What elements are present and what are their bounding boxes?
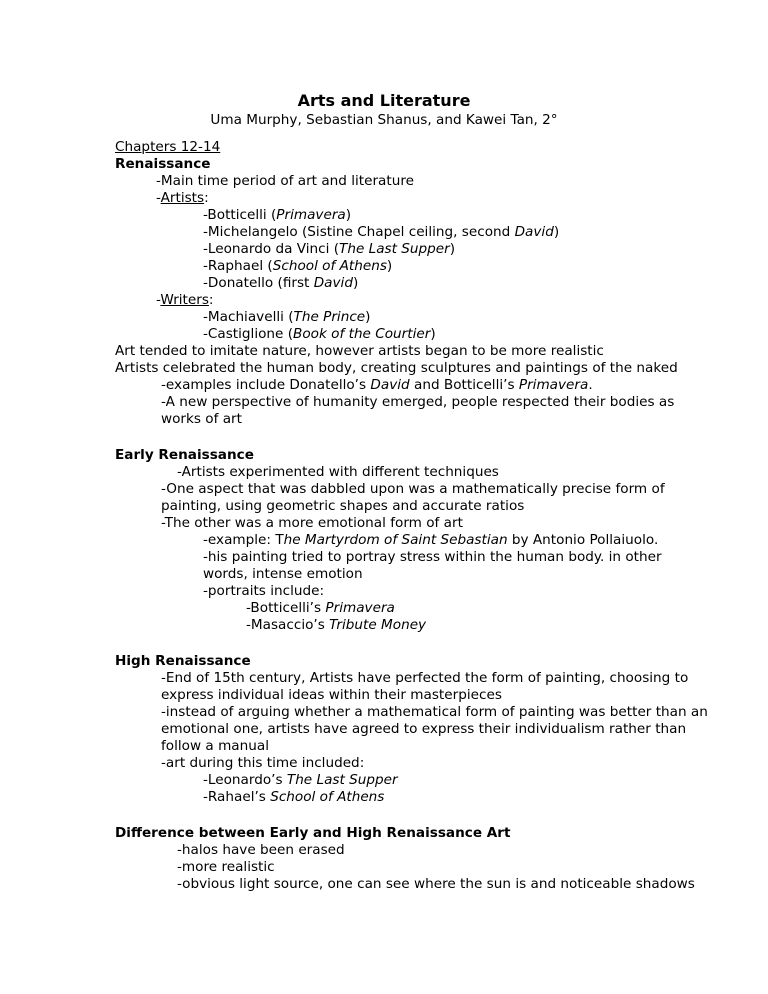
body-line: -instead of arguing whether a mathematical form of painting was better than an [161, 704, 708, 720]
list-item: -Botticelli (Primavera) [203, 207, 352, 223]
artists-label-line: -Artists: [156, 190, 209, 206]
body-line: Artists celebrated the human body, creating sculptures and paintings of the naked [115, 360, 678, 376]
list-item: -Michelangelo (Sistine Chapel ceiling, second David) [203, 224, 560, 240]
list-item: -Donatello (first David) [203, 275, 359, 291]
body-line: works of art [161, 411, 242, 427]
list-item: -Leonardo’s The Last Supper [203, 772, 398, 788]
list-item: -Leonardo da Vinci (The Last Supper) [203, 241, 456, 257]
body-line: follow a manual [161, 738, 269, 754]
body-line: -obvious light source, one can see where the sun is and noticeable shadows [177, 876, 695, 892]
body-line: -example: The Martyrdom of Saint Sebastian by Antonio Pollaiuolo. [203, 532, 659, 548]
body-line: words, intense emotion [203, 566, 363, 582]
early-renaissance-heading: Early Renaissance [115, 447, 254, 463]
renaissance-main-line: -Main time period of art and literature [156, 173, 414, 189]
document-title: Arts and Literature [297, 91, 471, 110]
body-line: -End of 15th century, Artists have perfected the form of painting, choosing to [161, 670, 689, 686]
body-line: -his painting tried to portray stress within the human body. in other [203, 549, 662, 565]
renaissance-heading: Renaissance [115, 156, 211, 172]
body-line: -halos have been erased [177, 842, 345, 858]
list-item: -Botticelli’s Primavera [246, 600, 395, 616]
list-item: -Rahael’s School of Athens [203, 789, 385, 805]
body-line: express individual ideas within their masterpieces [161, 687, 502, 703]
body-line: Art tended to imitate nature, however artists began to be more realistic [115, 343, 604, 359]
list-item: -Masaccio’s Tribute Money [246, 617, 427, 633]
body-line: -One aspect that was dabbled upon was a mathematically precise form of [161, 481, 665, 497]
chapters-label: Chapters 12-14 [115, 139, 221, 155]
authors-line: Uma Murphy, Sebastian Shanus, and Kawei Tan, 2° [210, 112, 558, 128]
body-line: -more realistic [177, 859, 275, 875]
body-line: emotional one, artists have agreed to express their individualism rather than [161, 721, 687, 737]
list-item: -Machiavelli (The Prince) [203, 309, 371, 325]
writers-label-line: -Writers: [156, 292, 214, 308]
body-line: -Artists experimented with different techniques [177, 464, 499, 480]
list-item: -Raphael (School of Athens) [203, 258, 393, 274]
body-line: -A new perspective of humanity emerged, people respected their bodies as [161, 394, 675, 410]
difference-heading: Difference between Early and High Renaissance Art [115, 825, 511, 841]
body-line: -portraits include: [203, 583, 325, 599]
body-line: -art during this time included: [161, 755, 365, 771]
high-renaissance-heading: High Renaissance [115, 653, 251, 669]
body-line: -The other was a more emotional form of art [161, 515, 463, 531]
list-item: -Castiglione (Book of the Courtier) [203, 326, 436, 342]
body-line: painting, using geometric shapes and accurate ratios [161, 498, 525, 514]
body-line: -examples include Donatello’s David and Botticelli’s Primavera. [161, 377, 593, 393]
